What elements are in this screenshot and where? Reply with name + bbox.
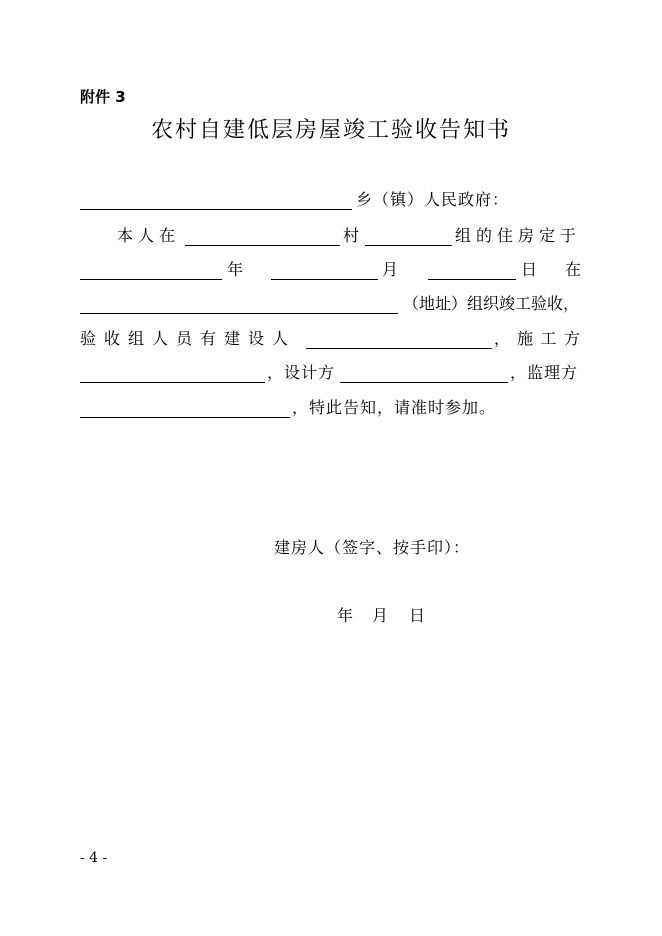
- comma-text: ，: [494, 329, 511, 348]
- blank-address: [80, 293, 398, 314]
- body-line-5: [0, 328, 662, 350]
- blank-group: [365, 225, 452, 246]
- village-text: 村: [343, 226, 360, 245]
- construction-party-text: 施工方: [517, 329, 588, 348]
- month-text: 月: [382, 260, 399, 279]
- blank-year: [80, 259, 222, 280]
- at-text: 在: [565, 260, 582, 279]
- year-text: 年: [227, 260, 244, 279]
- date-year: 年: [337, 606, 354, 625]
- attachment-label: 附件 3: [80, 88, 126, 106]
- blank-construction-party: [80, 362, 265, 383]
- intro-text: 本人在: [117, 226, 181, 245]
- signature-label: 建房人（签字、按手印）：: [274, 538, 471, 557]
- acceptance-members-text: 验收组人员有建设人: [80, 329, 297, 348]
- date-month: 月: [372, 606, 389, 625]
- blank-supervision-party: [80, 397, 290, 418]
- body-line-4: [0, 293, 662, 315]
- document-title: 农村自建低层房屋竣工验收告知书: [150, 118, 511, 143]
- blank-township: [80, 189, 352, 210]
- address-acceptance-text: （地址）组织竣工验收，: [403, 294, 580, 313]
- blank-builder: [306, 328, 492, 349]
- body-line-7: [0, 397, 662, 419]
- township-government-text: 乡（镇）人民政府：: [356, 190, 510, 209]
- blank-day: [428, 259, 516, 280]
- date-day: 日: [409, 606, 426, 625]
- closing-text: ，特此告知，请准时参加。: [292, 398, 497, 417]
- body-line-3: [0, 259, 662, 281]
- blank-design-party: [340, 362, 508, 383]
- blank-village: [185, 225, 340, 246]
- body-line-1: [0, 189, 662, 211]
- body-line-6: [0, 362, 662, 384]
- blank-month: [271, 259, 378, 280]
- page-number: - 4 -: [80, 850, 108, 866]
- group-house-text: 组的住房定于: [455, 226, 582, 245]
- design-party-text: ，设计方: [267, 363, 336, 382]
- day-text: 日: [521, 260, 538, 279]
- supervision-party-text: ，监理方: [510, 363, 579, 382]
- body-line-2: [0, 225, 662, 247]
